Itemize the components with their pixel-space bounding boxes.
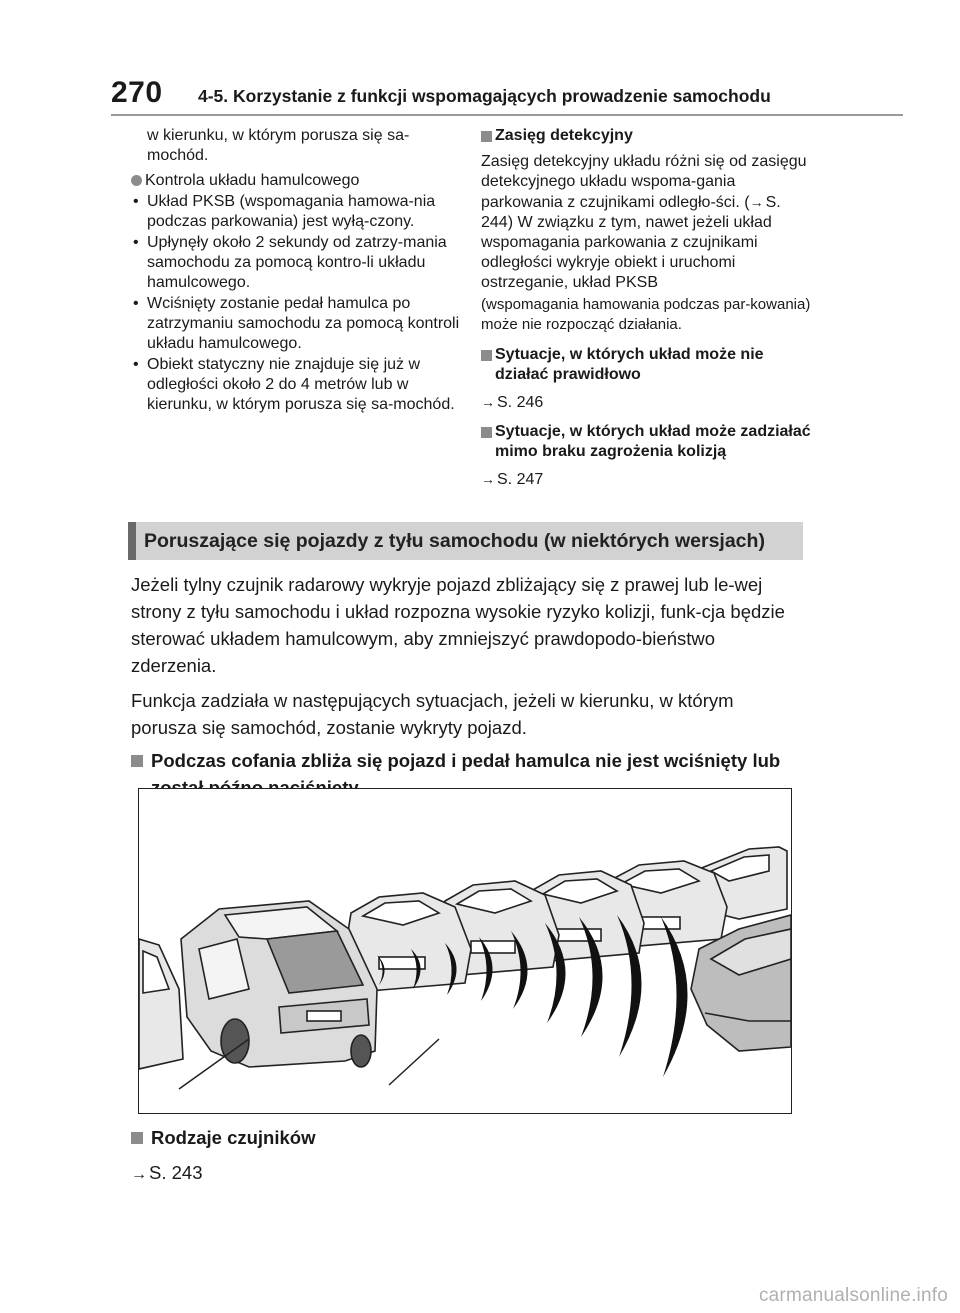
list-item: • Upłynęły około 2 sekundy od zatrzy-mania samochodu za pomocą kontro-li układu hamulcowego. xyxy=(131,233,461,293)
page-reference-link[interactable]: S. 247 xyxy=(497,471,544,488)
section-paragraph-1: Jeżeli tylny czujnik radarowy wykryje pojazd zbliżający się z prawej lub le-wej strony z tyłu samochodu i układ rozpozna wysokie ryzyko kolizji, funk-cja będzie sterować układem hamulcowym, aby zmniejszyć prawdopodo-bieństwo zderzenia. xyxy=(131,574,785,676)
detection-range-text-3: (wspomagania hamowania podczas par-kowania) może nie rozpocząć działania. xyxy=(481,296,811,333)
malfunction-reference[interactable] xyxy=(481,392,811,413)
parking-illustration xyxy=(138,788,792,1114)
parking-illustration-svg xyxy=(139,789,791,1113)
detection-range-text-2: ) W związku z tym, nawet jeżeli układ wspomagania parkowania z czujnikami odległości wykryje obiekt i uruchomi ostrzeganie, układ PKSB xyxy=(481,214,772,291)
square-bullet-icon xyxy=(131,755,143,767)
detection-range-text xyxy=(481,152,811,293)
section-paragraph-2: Funkcja zadziała w następujących sytuacjach, jeżeli w kierunku, w którym porusza się samochód, zostanie wykryty pojazd. xyxy=(131,690,734,738)
sensors-reference[interactable] xyxy=(131,1159,803,1188)
section-body xyxy=(131,571,803,801)
arrow-icon: → xyxy=(749,194,764,210)
circle-bullet-icon xyxy=(131,175,142,186)
square-bullet-icon xyxy=(481,427,492,438)
section-header-bar xyxy=(128,522,803,560)
square-bullet-icon xyxy=(481,131,492,142)
detection-range-title: Zasięg detekcyjny xyxy=(495,127,633,144)
section-accent xyxy=(128,522,136,560)
chapter-title: 4-5. Korzystanie z funkcji wspomagających prowadzenie samochodu xyxy=(198,86,771,106)
list-item: • Obiekt statyczny nie znajduje się już w odległości około 2 do 4 metrów lub w kierunku, w którym porusza się sa-mochód. xyxy=(131,355,461,415)
reversing-suv xyxy=(181,901,377,1067)
false-activation-reference[interactable] xyxy=(481,469,811,490)
brake-control-list xyxy=(131,192,461,415)
square-bullet-icon xyxy=(481,350,492,361)
detection-range-heading xyxy=(481,126,811,146)
page-number: 270 xyxy=(111,76,163,109)
footer-watermark: carmanualsonline.info xyxy=(758,1285,948,1306)
page-reference-link[interactable]: S. 246 xyxy=(497,394,544,411)
brake-control-heading xyxy=(131,171,461,191)
false-activation-heading xyxy=(481,422,811,462)
arrow-icon: → xyxy=(481,394,495,410)
right-column xyxy=(481,126,811,490)
continuation-text: w kierunku, w którym porusza się sa-mochód. xyxy=(147,127,410,164)
parked-car xyxy=(139,939,183,1069)
detection-range-text-1: Zasięg detekcyjny układu różni się od zasięgu detekcyjnego układu wspoma-gania parkowania z czujnikami odległo-ści. ( xyxy=(481,153,807,211)
arrow-icon: → xyxy=(131,1166,147,1183)
section-title: Poruszające się pojazdy z tyłu samochodu (w niektórych wersjach) xyxy=(144,530,765,552)
false-activation-title: Sytuacje, w których układ może zadziałać mimo braku zagrożenia kolizją xyxy=(495,423,811,460)
page-reference-link[interactable]: S. 244 xyxy=(481,194,781,231)
reversing-subhead-text: Podczas cofania zbliża się pojazd i pedał hamulca nie jest wciśnięty lub xyxy=(151,750,781,771)
malfunction-heading xyxy=(481,345,811,385)
square-bullet-icon xyxy=(131,1132,143,1144)
arrow-icon: → xyxy=(481,471,495,487)
sensors-block xyxy=(131,1124,803,1188)
sensors-title: Rodzaje czujników xyxy=(151,1127,316,1148)
list-item: • Układ PKSB (wspomagania hamowa-nia podczas parkowania) jest wyłą-czony. xyxy=(131,192,461,232)
sensors-heading xyxy=(131,1124,803,1151)
page-reference-link[interactable]: S. 243 xyxy=(149,1162,203,1183)
malfunction-title: Sytuacje, w których układ może nie działać prawidłowo xyxy=(495,346,764,383)
header-rule xyxy=(111,114,903,116)
left-column xyxy=(131,126,461,415)
brake-control-title: Kontrola układu hamulcowego xyxy=(145,172,360,189)
list-item: • Wciśnięty zostanie pedał hamulca po zatrzymaniu samochodu za pomocą kontroli układu hamulcowego. xyxy=(131,294,461,354)
